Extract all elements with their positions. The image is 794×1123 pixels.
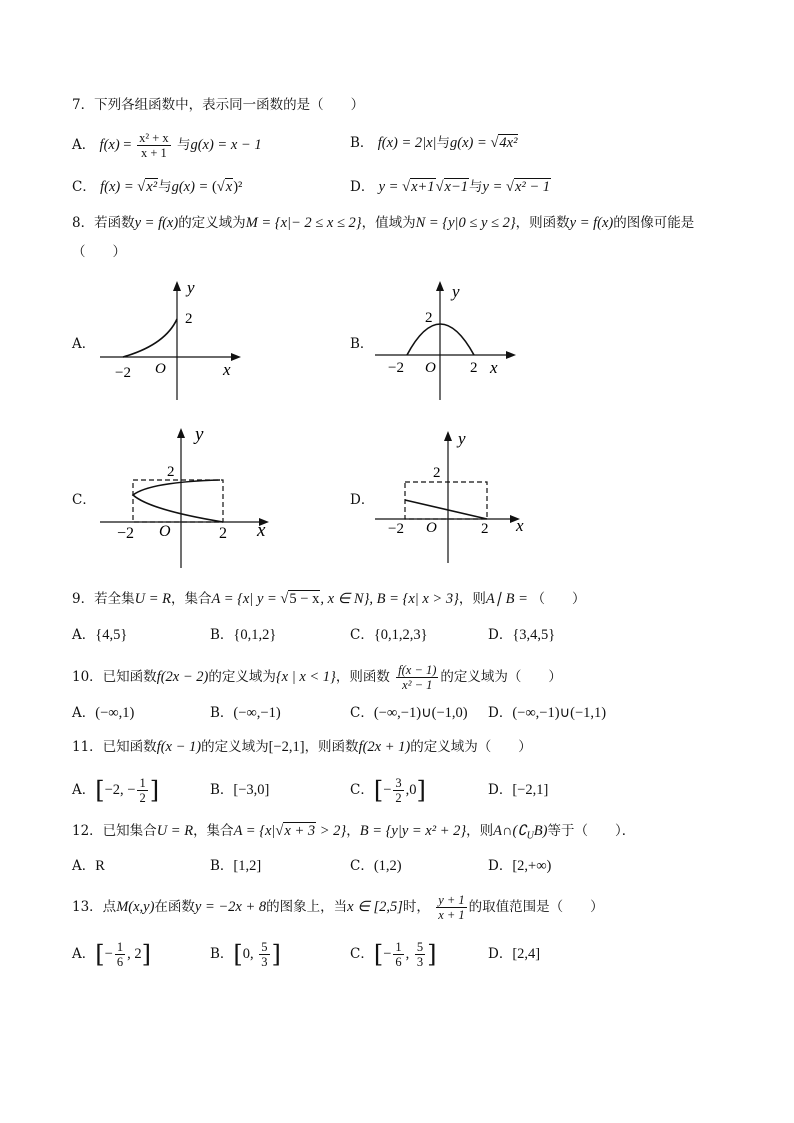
x-label: x <box>516 516 524 535</box>
q10-option-d: D．(−∞,−1)∪(−1,1) <box>488 705 607 721</box>
graph-a <box>95 275 255 405</box>
y-label: y <box>452 282 460 301</box>
q9-stem: 9．若全集U = R，集合A = {x| y = √5 − x, x ∈ N}, B = {x| x > 3}，则A∣ B = （ ） <box>72 591 586 607</box>
q7-option-c: C． f(x) = √x²与g(x) = (√x)² <box>72 179 243 195</box>
q8-stem: 8．若函数y = f(x)的定义域为M = {x|− 2 ≤ x ≤ 2}，值域为N = {y|0 ≤ y ≤ 2}，则函数y = f(x)的图像可能是 <box>72 215 695 231</box>
q9-option-a: A．{4,5} <box>72 627 128 643</box>
q13-stem: 13．点M(x,y)在函数y = −2x + 8的图象上，当x ∈ [2,5]时， $\frac{y + 1}{x + 1}$ 的取值范围是（ ） <box>72 893 604 922</box>
q9-option-b: B．{0,1,2} <box>210 627 277 643</box>
graph-b <box>370 275 530 405</box>
q8-label-b: B． <box>350 336 374 352</box>
tick-2: 2 <box>185 311 193 327</box>
q10-option-b: B．(−∞,−1) <box>210 705 281 721</box>
tick-pos2: 2 <box>481 521 489 537</box>
q13-option-a: A．[− $\frac{1}{6}$ , 2] <box>72 940 151 969</box>
q9-option-c: C．{0,1,2,3} <box>350 627 428 643</box>
y-arrow-icon <box>444 431 452 441</box>
origin-label: O <box>159 523 171 540</box>
q11-option-d: D．[−2,1] <box>488 782 549 798</box>
q10-option-a: A．(−∞,1) <box>72 705 135 721</box>
q13-option-d: D．[2,4] <box>488 946 541 962</box>
q7-option-d: D． y = √x+1√x−1与y = √x² − 1 <box>350 179 551 195</box>
q8-label-a: A． <box>72 336 96 352</box>
segment <box>405 500 487 519</box>
q10-stem: 10．已知函数f(2x − 2)的定义域为{x | x < 1}，则函数 $\frac{f(x - 1)}{\text{x² − 1}}$ 的定义域为（ ） <box>72 663 562 692</box>
x-arrow-icon <box>231 353 241 361</box>
tick-2: 2 <box>167 464 175 480</box>
q11-option-b: B．[−3,0] <box>210 782 270 798</box>
origin-label: O <box>426 520 437 536</box>
q13-option-b: B．[0, $\frac{5}{3}$ ] <box>210 940 281 969</box>
q11-option-c: C．[− $\frac{3}{2}$ ,0] <box>350 776 426 805</box>
y-arrow-icon <box>173 281 181 291</box>
q10-option-c: C．(−∞,−1)∪(−1,0) <box>350 705 468 721</box>
q13-option-c: C．[− $\frac{1}{6}$ , $\frac{5}{3}$ ] <box>350 940 437 969</box>
dashed-box <box>133 480 223 522</box>
y-label: y <box>195 424 204 445</box>
origin-label: O <box>155 361 166 377</box>
y-label: y <box>458 429 466 448</box>
tick-neg2: −2 <box>388 360 404 376</box>
q12-option-c: C．(1,2) <box>350 858 402 874</box>
tick-neg2: −2 <box>117 525 135 542</box>
tick-2: 2 <box>433 465 441 481</box>
tick-neg2: −2 <box>115 365 131 381</box>
x-label: x <box>223 360 231 379</box>
q12-option-d: D．[2,+∞) <box>488 858 552 874</box>
q7-option-b: B． f(x) = 2|x|与g(x) = √4x² <box>350 135 518 151</box>
x-label: x <box>257 520 266 541</box>
q8-paren: （ ） <box>72 244 126 260</box>
q12-option-a: A．R <box>72 858 105 874</box>
curve <box>133 480 223 522</box>
x-label: x <box>490 358 498 377</box>
dashed-box <box>405 482 487 519</box>
tick-neg2: −2 <box>388 521 404 537</box>
y-arrow-icon <box>177 428 185 438</box>
y-arrow-icon <box>436 281 444 291</box>
q9-option-d: D．{3,4,5} <box>488 627 556 643</box>
graph-c <box>95 420 285 570</box>
tick-pos2: 2 <box>470 360 478 376</box>
q8-label-d: D． <box>350 492 375 508</box>
q7-stem: 7．下列各组函数中，表示同一函数的是（ ） <box>72 97 365 113</box>
q11-option-a: A．[−2, − $\frac{1}{2}$ ] <box>72 776 160 805</box>
q7-option-a: A． f(x) = $\frac{\text{x² + x}}{x + 1}$ 与g(x) = x − 1 <box>72 131 262 160</box>
q12-stem: 12．已知集合U = R，集合A = {x|√x + 3 > 2}，B = {y|y = x² + 2}，则$A\cap(∁_UB)$等于（ ）． <box>72 823 636 842</box>
curve <box>123 319 177 357</box>
x-arrow-icon <box>506 351 516 359</box>
tick-pos2: 2 <box>219 525 227 542</box>
y-label: y <box>187 278 195 297</box>
graph-d <box>370 425 540 565</box>
origin-label: O <box>425 360 436 376</box>
q8-label-c: C． <box>72 492 96 508</box>
tick-2: 2 <box>425 310 433 326</box>
q12-option-b: B．[1,2] <box>210 858 262 874</box>
q11-stem: 11．已知函数f(x − 1)的定义域为[−2,1]，则函数f(2x + 1)的定义域为（ ） <box>72 739 532 755</box>
